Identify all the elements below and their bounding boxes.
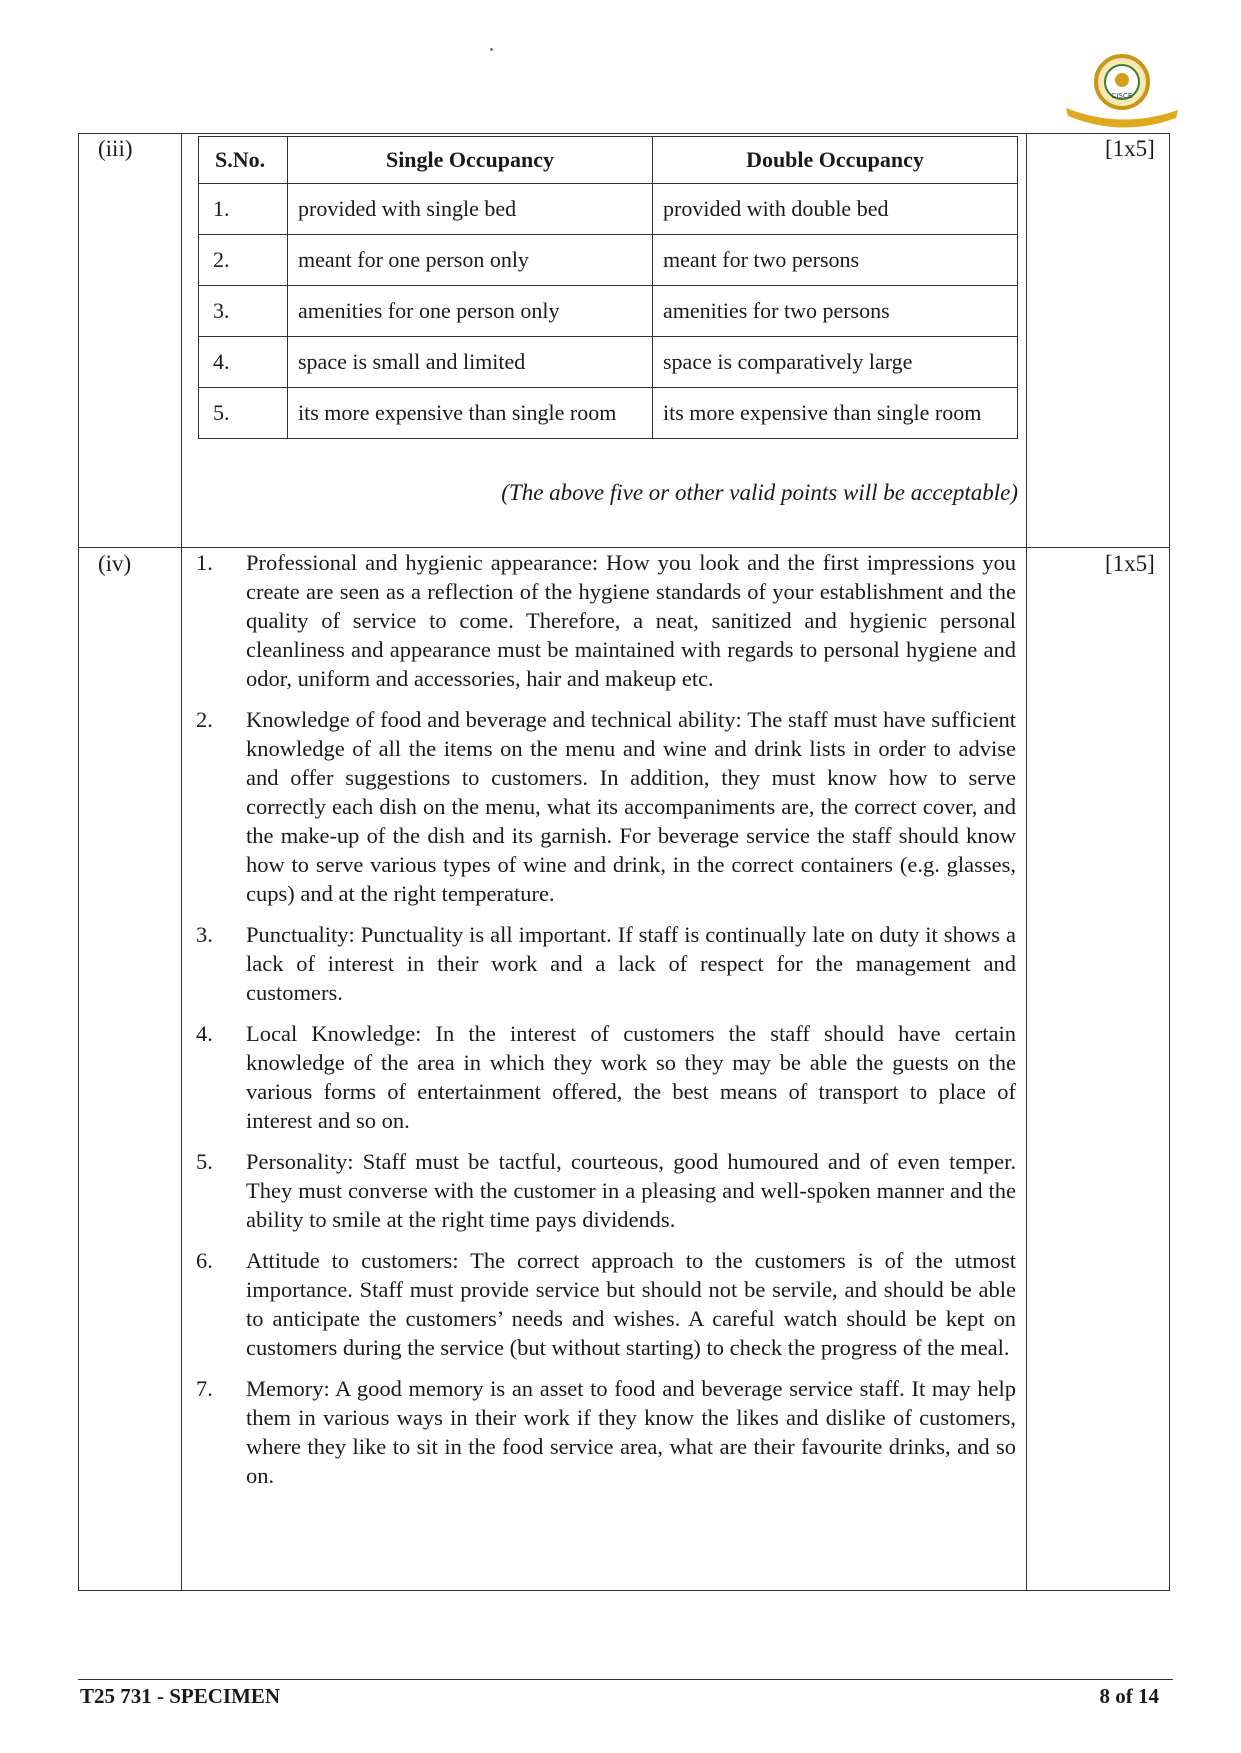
table-row xyxy=(199,184,1018,235)
marks-iii: [1x5] xyxy=(1105,136,1155,161)
scan-speck xyxy=(490,48,493,51)
point-number: 2. xyxy=(196,707,213,732)
page-number: 8 of 14 xyxy=(1099,1684,1159,1708)
header-single: Single Occupancy xyxy=(288,137,653,184)
header-sno: S.No. xyxy=(199,137,288,184)
point-text: Punctuality: Punctuality is all important. If staff is continually late on duty it shows a lack of interest in their work and a lack of respect for the management and customers. xyxy=(246,922,1016,1005)
point-text: Personality: Staff must be tactful, courteous, good humoured and of even temper. They must converse with the customer in a pleasing and well-spoken manner and the ability to smile at the right time pays dividends. xyxy=(246,1149,1016,1232)
single-cell: space is small and limited xyxy=(288,337,653,388)
list-item xyxy=(196,548,1016,693)
point-text: Attitude to customers: The correct approach to the customers is of the utmost importance. Staff must provide service but should not be servile, and should be able to anticipate the customers’ needs and wishes. A careful watch should be kept on customers during the service (but without starting) to check the progress of the meal. xyxy=(246,1248,1016,1360)
list-item xyxy=(196,705,1016,908)
single-cell: meant for one person only xyxy=(288,235,653,286)
footer-divider xyxy=(78,1679,1173,1680)
list-item xyxy=(196,920,1016,1007)
row-sno: 1. xyxy=(199,184,288,235)
table-row xyxy=(199,388,1018,439)
double-cell: amenities for two persons xyxy=(653,286,1018,337)
logo-text: CISCE xyxy=(1111,93,1133,100)
occupancy-table xyxy=(198,136,1018,439)
double-cell: space is comparatively large xyxy=(653,337,1018,388)
point-number: 3. xyxy=(196,922,213,947)
double-cell: its more expensive than single room xyxy=(653,388,1018,439)
row-sno: 4. xyxy=(199,337,288,388)
single-cell: amenities for one person only xyxy=(288,286,653,337)
acceptance-note: (The above five or other valid points will be acceptable) xyxy=(501,480,1018,505)
single-cell: provided with single bed xyxy=(288,184,653,235)
question-number-iv: (iv) xyxy=(98,551,132,576)
list-item xyxy=(196,1246,1016,1362)
question-number-iii: (iii) xyxy=(98,136,133,161)
point-text: Professional and hygienic appearance: How you look and the first impressions you create are seen as a reflection of the hygiene standards of your establishment and the quality of service to come. Therefore, a neat, sanitized and hygienic personal cleanliness and appearance must be maintained with regards to personal hygiene and odor, uniform and accessories, hair and makeup etc. xyxy=(246,550,1016,691)
grid-divider-right xyxy=(1026,133,1027,1591)
paper-code: T25 731 - SPECIMEN xyxy=(80,1684,281,1708)
table-row xyxy=(199,337,1018,388)
row-sno: 5. xyxy=(199,388,288,439)
table-row xyxy=(199,286,1018,337)
point-number: 6. xyxy=(196,1248,213,1273)
marks-iv: [1x5] xyxy=(1105,551,1155,576)
double-cell: provided with double bed xyxy=(653,184,1018,235)
table-row xyxy=(199,235,1018,286)
row-sno: 2. xyxy=(199,235,288,286)
point-text: Knowledge of food and beverage and technical ability: The staff must have sufficient knowledge of all the items on the menu and wine and drink lists in order to advise and offer suggestions to customers. In addition, they must know how to serve correctly each dish on the menu, what its accompaniments are, the correct cover, and the make-up of the dish and its garnish. For beverage service the staff should know how to serve various types of wine and drink, in the correct containers (e.g. glasses, cups) and at the right temperature. xyxy=(246,707,1016,906)
point-number: 5. xyxy=(196,1149,213,1174)
points-list xyxy=(196,548,1016,1502)
list-item xyxy=(196,1019,1016,1135)
header-double: Double Occupancy xyxy=(653,137,1018,184)
point-text: Memory: A good memory is an asset to food and beverage service staff. It may help them in various ways in their work if they know the likes and dislike of customers, where they like to sit in the food service area, what are their favourite drinks, and so on. xyxy=(246,1376,1016,1488)
table-header-row xyxy=(199,137,1018,184)
grid-divider-left xyxy=(181,133,182,1591)
single-cell: its more expensive than single room xyxy=(288,388,653,439)
point-number: 7. xyxy=(196,1376,213,1401)
point-number: 4. xyxy=(196,1021,213,1046)
point-text: Local Knowledge: In the interest of customers the staff should have certain knowledge of the area in which they work so they may be able the guests on the various forms of entertainment offered, the best means of transport to place of interest and so on. xyxy=(246,1021,1016,1133)
list-item xyxy=(196,1374,1016,1490)
double-cell: meant for two persons xyxy=(653,235,1018,286)
point-number: 1. xyxy=(196,550,213,575)
cisce-logo xyxy=(1062,48,1182,128)
list-item xyxy=(196,1147,1016,1234)
row-sno: 3. xyxy=(199,286,288,337)
